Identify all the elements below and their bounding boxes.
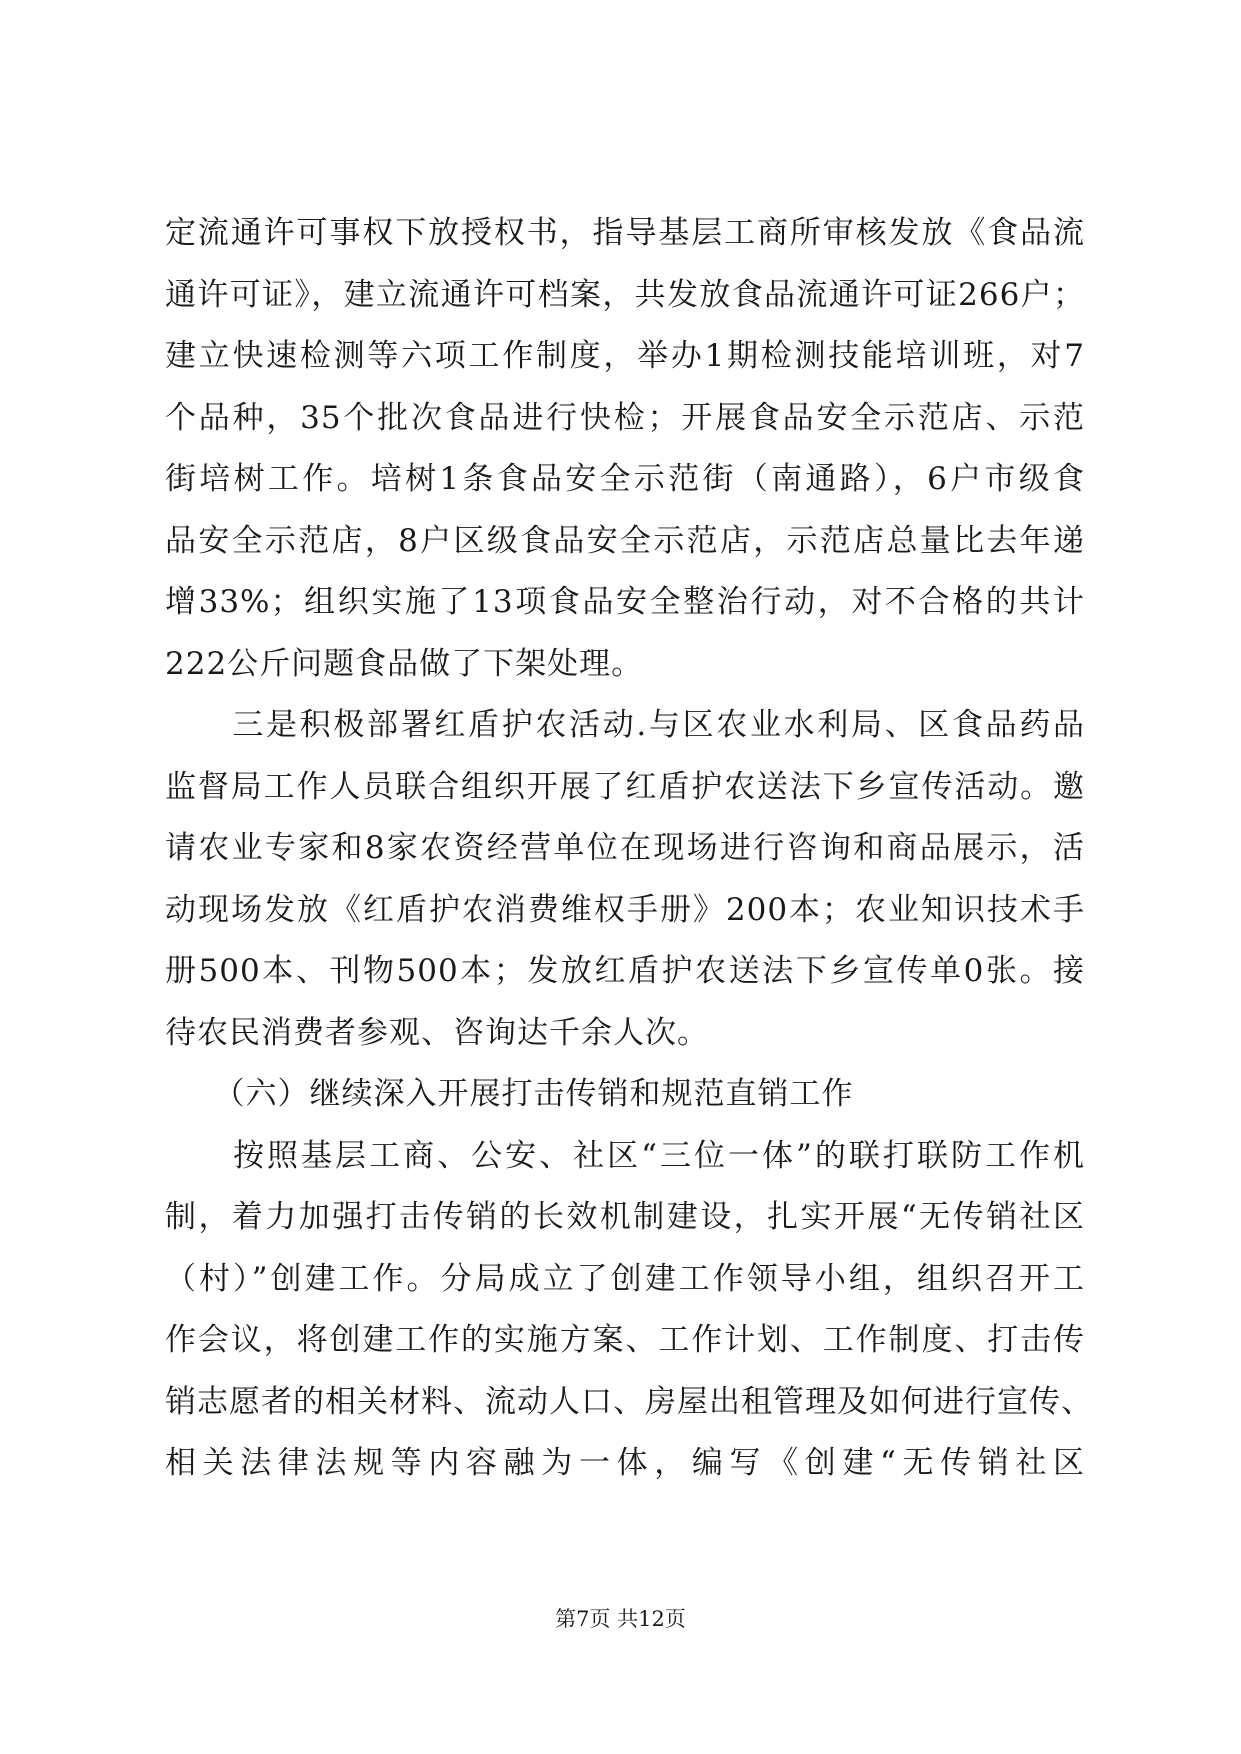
text-line: 销志愿者的相关材料、流动人口、房屋出租管理及如何进行宣传、 — [165, 1383, 1093, 1420]
text-line: 三是积极部署红盾护农活动.与区农业水利局、区食品药品 — [165, 707, 1085, 743]
text-line: 作会议，将创建工作的实施方案、工作计划、工作制度、打击传 — [165, 1322, 1085, 1358]
text-line: （六）继续深入开展打击传销和规范直销工作 — [165, 1076, 854, 1112]
text-line: （村）”创建工作。分局成立了创建工作领导小组，组织召开工 — [165, 1260, 1085, 1297]
text-line: 制，着力加强打击传销的长效机制建设，扎实开展“无传销社区 — [165, 1199, 1085, 1235]
text-line: 监督局工作人员联合组织开展了红盾护农送法下乡宣传活动。邀 — [165, 768, 1085, 805]
text-line: 通许可证》，建立流通许可档案，共发放食品流通许可证266户； — [165, 276, 1085, 313]
text-line: 个品种，35个批次食品进行快检；开展食品安全示范店、示范 — [165, 399, 1085, 436]
body-text — [165, 203, 1093, 1495]
text-line: 街培树工作。培树1条食品安全示范街（南通路），6户市级食 — [165, 461, 1085, 497]
text-line: 相关法律法规等内容融为一体，编写《创建“无传销社区 — [165, 1445, 1085, 1481]
page-number-footer: 第7页 共12页 — [555, 1607, 686, 1631]
text-line: 请农业专家和8家农资经营单位在现场进行咨询和商品展示，活 — [165, 830, 1085, 866]
text-line: 建立快速检测等六项工作制度，举办1期检测技能培训班，对7 — [165, 338, 1085, 374]
text-line: 动现场发放《红盾护农消费维权手册》200本；农业知识技术手 — [165, 891, 1085, 928]
text-line: 增33%；组织实施了13项食品安全整治行动，对不合格的共计 — [165, 584, 1085, 620]
text-line: 册500本、刊物500本；发放红盾护农送法下乡宣传单0张。接 — [165, 953, 1085, 989]
text-line: 按照基层工商、公安、社区“三位一体”的联打联防工作机 — [165, 1137, 1085, 1174]
text-line: 222公斤问题食品做了下架处理。 — [165, 645, 644, 682]
text-line: 待农民消费者参观、咨询达千余人次。 — [165, 1014, 709, 1051]
text-line: 定流通许可事权下放授权书，指导基层工商所审核发放《食品流 — [165, 215, 1085, 251]
text-line: 品安全示范店，8户区级食品安全示范店，示范店总量比去年递 — [165, 522, 1085, 559]
